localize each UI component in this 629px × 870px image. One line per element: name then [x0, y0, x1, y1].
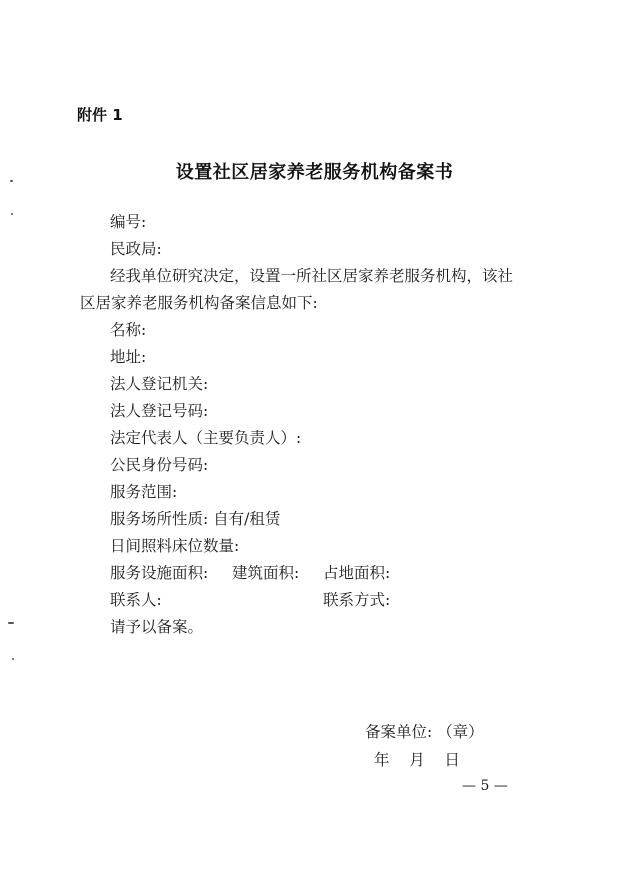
intro-line-2: 区居家养老服务机构备案信息如下:: [80, 294, 318, 312]
scan-speck: [8, 622, 14, 624]
field-building-area: 建筑面积:: [232, 564, 300, 582]
field-name: 名称:: [110, 321, 147, 339]
page-number: — 5 —: [462, 778, 508, 794]
field-id-number: 公民身份号码:: [110, 456, 209, 474]
intro-line-1: 经我单位研究决定，设置一所社区居家养老服务机构，该社: [110, 267, 514, 285]
field-land-area: 占地面积:: [323, 564, 391, 582]
scan-speck: [11, 213, 13, 215]
field-contact-person: 联系人:: [110, 591, 162, 609]
field-registration-authority: 法人登记机关:: [110, 375, 209, 393]
addressee: 民政局:: [110, 240, 162, 258]
field-day-care-beds: 日间照料床位数量:: [110, 537, 240, 555]
number-label: 编号:: [110, 213, 147, 231]
scan-speck: [12, 658, 14, 660]
field-address: 地址:: [110, 348, 147, 366]
closing-request: 请予以备案。: [110, 618, 204, 636]
field-facility-area: 服务设施面积:: [110, 564, 209, 582]
document-title: 设置社区居家养老服务机构备案书: [175, 162, 454, 183]
field-contact-method: 联系方式:: [323, 591, 391, 609]
signature-unit: 备案单位: （章）: [365, 723, 484, 741]
attachment-label: 附件 1: [77, 106, 123, 124]
field-premises-nature: 服务场所性质: 自有/租赁: [110, 510, 281, 528]
field-service-scope: 服务范围:: [110, 483, 178, 501]
field-legal-representative: 法定代表人（主要负责人）:: [110, 429, 302, 447]
signature-date: 年 月 日: [374, 751, 460, 769]
scan-speck: [10, 180, 13, 182]
field-registration-number: 法人登记号码:: [110, 402, 209, 420]
